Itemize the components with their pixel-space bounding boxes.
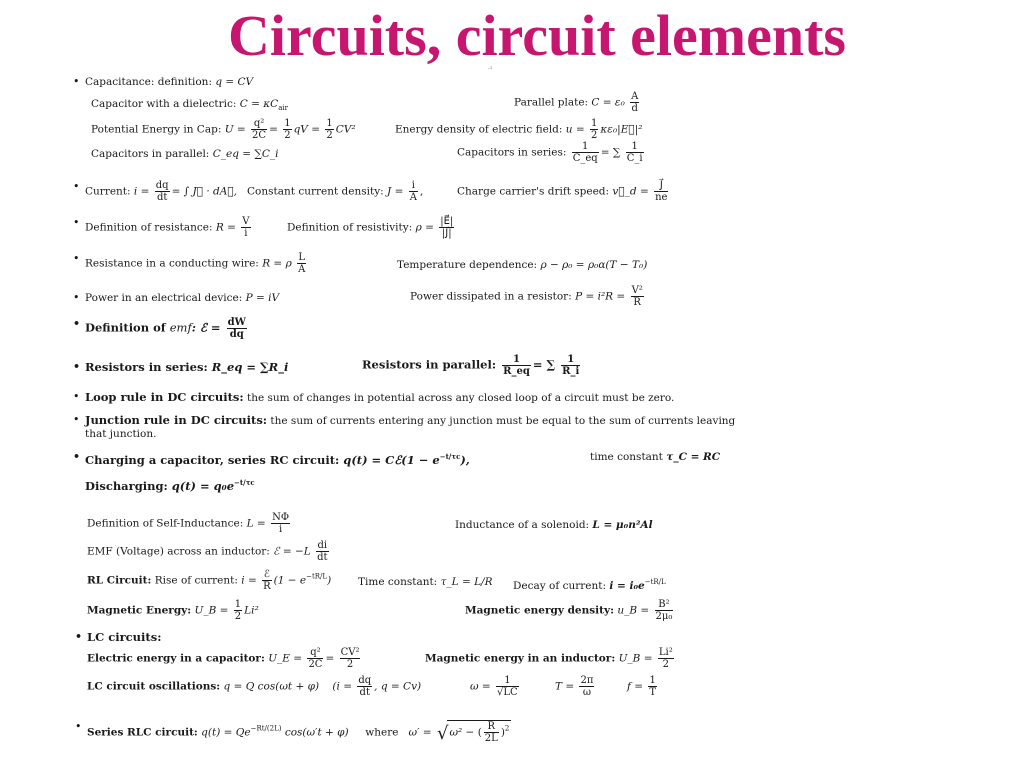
numerator: i	[409, 180, 418, 192]
self-inductance	[87, 512, 292, 535]
numerator: 1	[649, 675, 656, 686]
denominator: 2	[326, 130, 333, 141]
fraction	[561, 354, 580, 377]
sqrt-content: ω² − ( $\frac{R}{2L}$ )$^2$	[449, 721, 510, 744]
numerator: 1	[561, 354, 580, 366]
fraction	[271, 512, 290, 535]
fraction	[283, 118, 291, 141]
sqrt-symbol: √	[436, 722, 449, 744]
lc-frequency	[627, 675, 659, 698]
sum-symbol: = ∑	[532, 357, 556, 372]
capacitors-parallel	[91, 147, 279, 161]
numerator: |E⃗|	[440, 216, 454, 227]
numerator: 1	[502, 354, 531, 366]
dielectric-eq: C = κC	[239, 98, 279, 110]
rlc-root: ω² −	[449, 726, 475, 739]
denominator: dt	[156, 192, 168, 203]
resistivity-definition	[287, 216, 456, 239]
li2-term: Li²	[244, 604, 259, 617]
numerator: dW	[227, 317, 246, 328]
fraction	[502, 354, 531, 377]
magnetic-energy-density	[465, 599, 675, 622]
elec-energy-lhs: U_E =	[268, 652, 303, 665]
const-density-label: Constant current density:	[247, 185, 384, 198]
denominator: R_eq	[503, 366, 530, 377]
resistance-definition	[85, 216, 253, 239]
charging-close: ),	[460, 453, 470, 467]
numerator: 1	[591, 118, 598, 129]
fraction	[648, 675, 657, 698]
fraction	[251, 118, 267, 141]
cap-series-label: Capacitors in series:	[457, 146, 567, 159]
numerator: L	[298, 252, 306, 263]
fraction	[626, 141, 644, 164]
numerator: Li²	[658, 647, 673, 658]
magnetic-energy	[87, 599, 259, 622]
fraction	[484, 721, 499, 744]
capacitance-label: Capacitance: definition:	[85, 76, 212, 88]
power-eq: P = iV	[245, 292, 280, 304]
denominator: R	[263, 581, 271, 592]
lc-oscillations	[87, 675, 421, 698]
mag-energy-ind-label: Magnetic energy in an inductor:	[425, 652, 616, 665]
rl-time-constant	[358, 575, 493, 589]
denominator: dq	[229, 329, 244, 340]
emf-definition	[85, 317, 249, 340]
frequency-lhs: f =	[627, 680, 644, 693]
discharging-exp: −t/τc	[234, 478, 255, 487]
charging-label: Charging a capacitor, series RC circuit:	[85, 453, 340, 467]
current-lhs: i =	[133, 185, 150, 198]
res-series-label: Resistors in series:	[85, 360, 208, 374]
numerator: A	[631, 91, 639, 102]
qv-term: qV =	[293, 123, 321, 136]
fraction	[241, 216, 250, 239]
denominator: A	[409, 192, 417, 203]
charging-capacitor	[85, 450, 470, 467]
numerator: 1	[234, 599, 242, 610]
fraction	[590, 118, 598, 141]
rl-decay-exp: −tR/L	[644, 578, 666, 586]
fraction	[262, 569, 272, 592]
mag-density-label: Magnetic energy density:	[465, 604, 614, 617]
mag-energy-label: Magnetic Energy:	[87, 604, 192, 617]
capacitance-eq: q = CV	[215, 76, 254, 88]
energy-density-lhs: u =	[565, 123, 585, 136]
time-const-eq: τ_C = RC	[666, 451, 721, 463]
solenoid-eq: L = μ₀n²Al	[592, 519, 653, 531]
rl-decay	[513, 575, 666, 593]
rl-circuit	[87, 569, 331, 592]
fraction	[316, 540, 328, 563]
numerator: 1	[626, 141, 644, 153]
denominator: ne	[655, 192, 668, 203]
drift-speed	[457, 180, 670, 203]
denominator: i	[244, 228, 248, 239]
junction-rule-label: Junction rule in DC circuits:	[85, 413, 268, 427]
res-def-label: Definition of resistance:	[85, 221, 213, 234]
potential-energy-cap: Potential Energy in Cap: U = $\frac{\text{q²}}{2C}$ = $\frac{1}{2}$ qV = $\frac{1}{2}$ CV²	[91, 118, 356, 141]
junction-rule	[85, 413, 735, 428]
lc-period	[555, 675, 596, 698]
energy-density	[395, 118, 642, 141]
denominator: 2	[346, 659, 354, 670]
power-res-label: Power dissipated in a resistor:	[410, 290, 572, 303]
lc-q: , q = Cv)	[374, 680, 422, 693]
numerator: J⃗	[654, 180, 668, 192]
parallel-plate-eq: C = ε₀	[591, 96, 625, 109]
numerator: 1	[572, 141, 599, 153]
const-density-lhs: J =	[387, 185, 404, 198]
denominator: R	[633, 297, 641, 308]
period-lhs: T =	[555, 680, 575, 693]
lc-omega	[470, 675, 521, 698]
cv2-term: CV²	[335, 123, 356, 136]
drift-label: Charge carrier's drift speed:	[457, 185, 610, 198]
current-definition: • Current: i = $\frac{dq}{dt}$ = ∫ J⃗ · dA⃗, Constant current density: J = $\frac{i}{A}$ ,	[85, 180, 423, 203]
numerator: q²	[307, 647, 323, 659]
fraction	[579, 675, 594, 698]
fraction	[227, 317, 247, 340]
fraction	[631, 285, 644, 308]
current-integral: = ∫ J⃗ · dA⃗,	[171, 185, 237, 198]
res-series-eq: R_eq = ∑R_i	[211, 360, 289, 374]
numerator: V	[242, 216, 250, 227]
numerator: NΦ	[272, 512, 290, 523]
rl-tc-eq: τ_L = L/R	[440, 576, 493, 588]
denominator: 2C	[308, 659, 323, 670]
sum-symbol: = ∑	[600, 146, 621, 159]
stray-mark: ·¹	[488, 66, 493, 73]
denominator: 2μ₀	[655, 611, 673, 622]
rl-label: RL Circuit:	[87, 574, 152, 587]
current-label: Current:	[85, 185, 131, 198]
mag-energy-ind-lhs: U_B =	[618, 652, 653, 665]
charging-eq: q(t) = Cℰ(1 − e	[343, 453, 440, 467]
electric-energy-capacitor: Electric energy in a capacitor: U_E = $\frac{\text{q²}}{2C}$ = $\frac{\text{CV²}}{2}$	[87, 647, 360, 670]
elec-energy-label: Electric energy in a capacitor:	[87, 652, 265, 665]
emf-ind-lhs: ℰ = −L	[273, 545, 311, 558]
dielectric-label: Capacitor with a dielectric:	[91, 98, 237, 110]
power-label: Power in an electrical device:	[85, 292, 243, 304]
numerator: B²	[655, 599, 674, 611]
series-rlc	[87, 720, 511, 744]
rl-decay-label: Decay of current:	[513, 580, 607, 592]
denominator: dt	[317, 552, 328, 563]
solenoid-inductance	[455, 518, 653, 532]
resistors-parallel	[362, 354, 582, 377]
rl-exp: −tR/L	[306, 572, 328, 581]
numerator: q²	[251, 118, 267, 130]
rlc-exp: −Rt/(2L)	[250, 724, 282, 733]
fraction	[630, 91, 639, 114]
mag-energy-lhs: U_B =	[194, 604, 229, 617]
discharging	[85, 476, 255, 493]
power-device	[85, 291, 279, 305]
numerator: 2π	[580, 675, 594, 686]
denominator: √LC	[497, 687, 518, 698]
res-parallel-label: Resistors in parallel:	[362, 357, 497, 372]
emf-ind-label: EMF (Voltage) across an inductor:	[87, 545, 270, 558]
lc-osc-label: LC circuit oscillations:	[87, 680, 221, 693]
resistors-series	[85, 360, 288, 374]
numerator: 1	[284, 118, 291, 129]
discharging-eq: q(t) = q₀e	[171, 479, 235, 493]
res-def-lhs: R =	[215, 221, 236, 234]
rl-rise-close: )	[327, 574, 332, 587]
pe-cap-lhs: U =	[224, 123, 246, 136]
fraction	[325, 118, 333, 141]
energy-density-rhs: κε₀|E⃗|²	[600, 123, 643, 136]
denominator: 2L	[484, 733, 498, 744]
numerator: ℰ	[263, 569, 270, 580]
fraction	[297, 252, 306, 275]
denominator: 2	[591, 130, 598, 141]
junction-rule-cont: that junction.	[85, 428, 157, 440]
rlc-cos: cos(ω′t + φ)	[284, 726, 349, 739]
capacitor-dielectric	[91, 97, 288, 115]
fraction	[357, 675, 372, 698]
power-resistor	[410, 285, 646, 308]
rl-rise-rhs: (1 − e	[273, 574, 307, 587]
rl-tc-label: Time constant:	[358, 576, 438, 588]
capacitance-definition	[85, 75, 253, 89]
emf-def-label: Definition of	[85, 320, 166, 335]
lc-circuits: • LC circuits:	[87, 630, 161, 644]
fraction	[340, 647, 361, 670]
fraction	[658, 647, 674, 670]
omega-lhs: ω =	[470, 680, 491, 693]
fraction	[307, 647, 323, 670]
denominator: 2C	[252, 130, 267, 141]
denominator: d	[631, 103, 638, 114]
numerator: R	[484, 721, 499, 733]
resistivity-label: Definition of resistivity:	[287, 221, 413, 234]
magnetic-energy-inductor	[425, 647, 676, 670]
rlc-eq: q(t) = Qe	[201, 726, 251, 739]
loop-rule-label: Loop rule in DC circuits:	[85, 390, 244, 404]
loop-rule-text: the sum of changes in potential across any closed loop of a circuit must be zero.	[246, 392, 675, 404]
power-res-eq: P = i²R =	[575, 290, 626, 303]
pe-cap-label: Potential Energy in Cap:	[91, 123, 222, 136]
drift-lhs: v⃗_d =	[612, 185, 649, 198]
cap-parallel-label: Capacitors in parallel:	[91, 148, 210, 160]
where-label: where	[365, 726, 399, 739]
numerator: di	[317, 540, 328, 551]
emf-word: emf	[169, 320, 192, 335]
cap-parallel-eq: C_eq = ∑C_i	[212, 148, 279, 160]
denominator: 2	[662, 659, 669, 670]
parallel-plate-label: Parallel plate:	[514, 96, 589, 109]
res-wire-lhs: R = ρ	[262, 257, 292, 270]
numerator: dq	[358, 675, 372, 686]
page-title: Circuits, circuit elements	[228, 3, 846, 68]
lc-osc-eq: q = Q cos(ωt + φ)	[223, 680, 320, 693]
denominator: |J⃗|	[441, 228, 452, 239]
fraction	[655, 599, 674, 622]
denominator: 2	[284, 130, 291, 141]
time-const-label: time constant	[590, 451, 663, 463]
solenoid-label: Inductance of a solenoid:	[455, 519, 590, 531]
fraction	[155, 180, 170, 203]
denominator: A	[298, 264, 306, 275]
energy-density-label: Energy density of electric field:	[395, 123, 563, 136]
capacitors-series	[457, 141, 646, 164]
lc-i-open: (i =	[332, 680, 353, 693]
resistance-wire	[85, 252, 308, 275]
fraction	[572, 141, 599, 164]
dielectric-sub: air	[278, 104, 288, 112]
numerator: 1	[496, 675, 519, 687]
rl-rise-label: Rise of current:	[154, 574, 238, 587]
emf-eq: : ℰ =	[191, 320, 221, 335]
rl-decay-eq: i = i₀e	[609, 580, 645, 592]
discharging-label: Discharging:	[85, 479, 168, 493]
self-ind-lhs: L =	[246, 517, 266, 530]
junction-rule-text: the sum of currents entering any junction must be equal to the sum of currents leaving	[270, 415, 736, 427]
denominator: dt	[359, 687, 370, 698]
loop-rule	[85, 390, 674, 405]
resistivity-lhs: ρ =	[415, 221, 434, 234]
denominator: ω	[582, 687, 592, 698]
parallel-plate	[514, 91, 641, 114]
temperature-dependence	[397, 258, 647, 272]
numerator: dq	[155, 180, 169, 191]
mag-density-lhs: u_B =	[617, 604, 650, 617]
rl-rise-lhs: i =	[241, 574, 257, 587]
denominator: R_i	[562, 366, 580, 377]
denominator: i	[278, 524, 283, 535]
charging-exp: −t/τc	[439, 452, 461, 461]
denominator: C_i	[626, 153, 643, 164]
omega-prime-lhs: ω′ =	[408, 726, 432, 739]
fraction	[654, 180, 668, 203]
self-ind-label: Definition of Self-Inductance:	[87, 517, 244, 530]
numerator: V²	[631, 285, 643, 296]
numerator: CV²	[340, 647, 360, 658]
numerator: 1	[326, 118, 333, 129]
denominator: 2	[234, 611, 242, 622]
res-wire-label: Resistance in a conducting wire:	[85, 257, 259, 270]
temp-eq: ρ − ρ₀ = ρ₀α(T − T₀)	[540, 259, 648, 271]
fraction	[409, 180, 418, 203]
fraction	[439, 216, 454, 239]
denominator: T	[649, 687, 657, 698]
fraction	[234, 599, 242, 622]
denominator: C_eq	[572, 153, 598, 164]
temp-label: Temperature dependence:	[397, 259, 538, 271]
rlc-label: Series RLC circuit:	[87, 726, 198, 739]
emf-inductor	[87, 540, 331, 563]
rc-time-constant	[590, 450, 720, 464]
fraction	[496, 675, 519, 698]
